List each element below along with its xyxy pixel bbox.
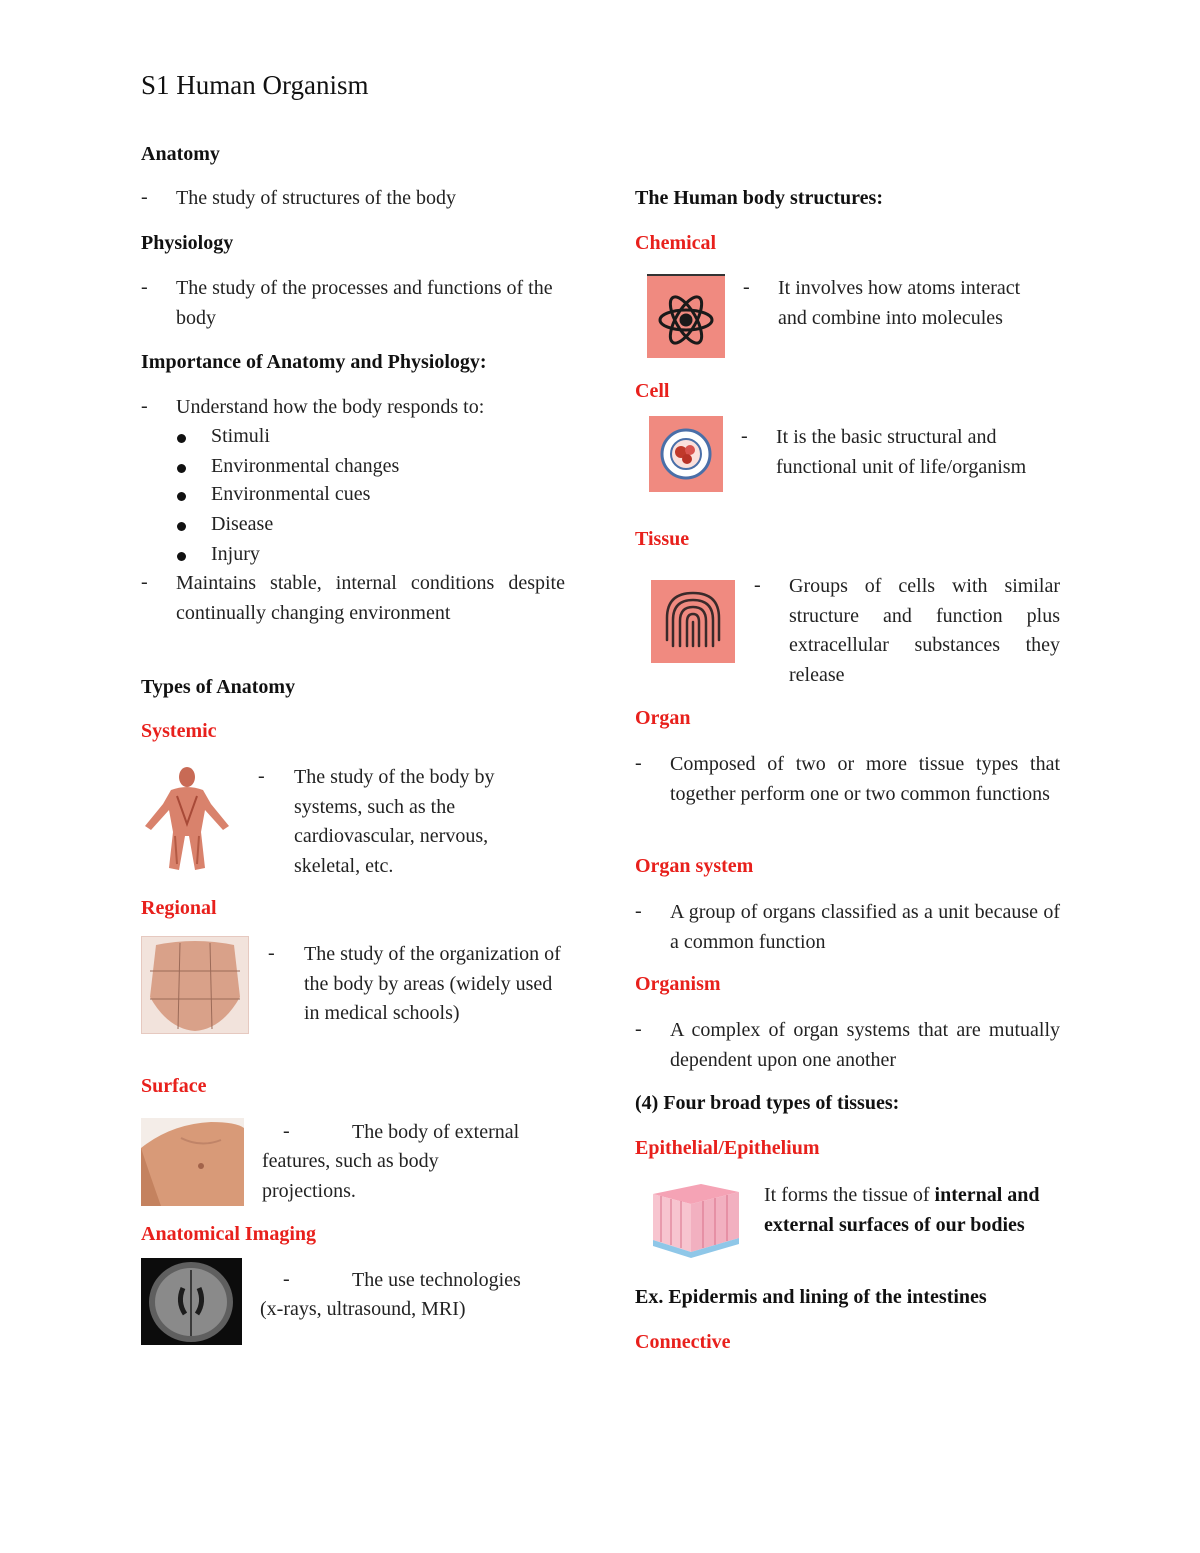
bullet-item: Environmental changes xyxy=(211,455,400,477)
chemical-heading: Chemical xyxy=(635,232,717,254)
list-dash: - xyxy=(741,425,748,447)
list-dash: - xyxy=(635,752,642,774)
types-of-anatomy-heading: Types of Anatomy xyxy=(141,676,296,698)
body-surface-image xyxy=(141,1118,244,1206)
bullet-dot xyxy=(177,464,186,473)
surface-definition-start: The body of external xyxy=(352,1121,520,1143)
list-dash: - xyxy=(743,276,750,298)
list-dash: - xyxy=(268,942,275,964)
organ-system-heading: Organ system xyxy=(635,855,754,877)
organ-definition: Composed of two or more tissue types that together perform one or two common functions xyxy=(670,753,1060,805)
regional-heading: Regional xyxy=(141,897,217,919)
cell-heading: Cell xyxy=(635,380,670,402)
bullet-dot xyxy=(177,522,186,531)
bullet-item: Environmental cues xyxy=(211,483,371,505)
anatomy-heading: Anatomy xyxy=(141,143,220,165)
list-dash: - xyxy=(141,186,148,208)
epithelial-definition-bold: internal and external surfaces of our bodies xyxy=(764,1184,1040,1236)
tissue-heading: Tissue xyxy=(635,528,690,550)
organism-definition: A complex of organ systems that are mutually dependent upon one another xyxy=(670,1019,1060,1071)
atom-icon xyxy=(647,274,725,358)
anatomy-definition: The study of structures of the body xyxy=(176,187,456,209)
imaging-definition-start: The use technologies xyxy=(352,1269,521,1291)
systemic-heading: Systemic xyxy=(141,720,217,742)
importance-heading: Importance of Anatomy and Physiology: xyxy=(141,351,487,373)
list-dash: - xyxy=(141,395,148,417)
organ-system-definition: A group of organs classified as a unit because of a common function xyxy=(670,901,1060,953)
importance-intro: Understand how the body responds to: xyxy=(176,396,485,418)
fingerprint-icon xyxy=(651,580,735,663)
epithelial-example: Ex. Epidermis and lining of the intestines xyxy=(635,1286,987,1308)
list-dash: - xyxy=(141,571,148,593)
list-dash: - xyxy=(283,1120,290,1142)
connective-heading: Connective xyxy=(635,1331,731,1353)
list-dash: - xyxy=(754,574,761,596)
epithelial-heading: Epithelial/Epithelium xyxy=(635,1137,820,1159)
epithelial-definition-plain: It forms the tissue of xyxy=(764,1184,935,1206)
physiology-heading: Physiology xyxy=(141,232,234,254)
surface-heading: Surface xyxy=(141,1075,207,1097)
imaging-definition-rest: (x-rays, ultrasound, MRI) xyxy=(260,1298,466,1320)
bullet-dot xyxy=(177,552,186,561)
anatomical-imaging-heading: Anatomical Imaging xyxy=(141,1223,316,1245)
tissue-types-heading: (4) Four broad types of tissues: xyxy=(635,1092,900,1114)
list-dash: - xyxy=(141,276,148,298)
bullet-item: Disease xyxy=(211,513,274,535)
physiology-definition: The study of the processes and functions of the body xyxy=(176,277,553,329)
list-dash: - xyxy=(635,1018,642,1040)
surface-definition-rest: features, such as body projections. xyxy=(262,1150,439,1202)
chemical-definition: It involves how atoms interact and combine into molecules xyxy=(778,277,1021,329)
list-dash: - xyxy=(258,765,265,787)
cell-definition: It is the basic structural and functional unit of life/organism xyxy=(776,426,1027,478)
body-structures-heading: The Human body structures: xyxy=(635,187,883,209)
organ-heading: Organ xyxy=(635,707,691,729)
epithelial-definition xyxy=(764,1181,1059,1240)
systemic-definition: The study of the body by systems, such as the cardiovascular, nervous, skeletal, etc. xyxy=(294,766,495,877)
page-title: S1 Human Organism xyxy=(141,70,369,100)
bullet-item: Stimuli xyxy=(211,425,270,447)
bullet-dot xyxy=(177,434,186,443)
tissue-definition: Groups of cells with similar structure and function plus extracellular substances they release xyxy=(789,575,1060,686)
maintains-text: Maintains stable, internal conditions despite continually changing environment xyxy=(176,572,565,624)
list-dash: - xyxy=(635,900,642,922)
bullet-dot xyxy=(177,492,186,501)
cell-icon xyxy=(649,416,723,492)
brain-mri-image xyxy=(141,1258,242,1345)
list-dash: - xyxy=(283,1268,290,1290)
regional-definition: The study of the organization of the body by areas (widely used in medical schools) xyxy=(304,943,561,1024)
muscular-body-image xyxy=(141,764,233,876)
epithelium-image xyxy=(643,1180,743,1260)
abdominal-regions-image xyxy=(141,936,249,1034)
organism-heading: Organism xyxy=(635,973,721,995)
bullet-item: Injury xyxy=(211,543,260,565)
